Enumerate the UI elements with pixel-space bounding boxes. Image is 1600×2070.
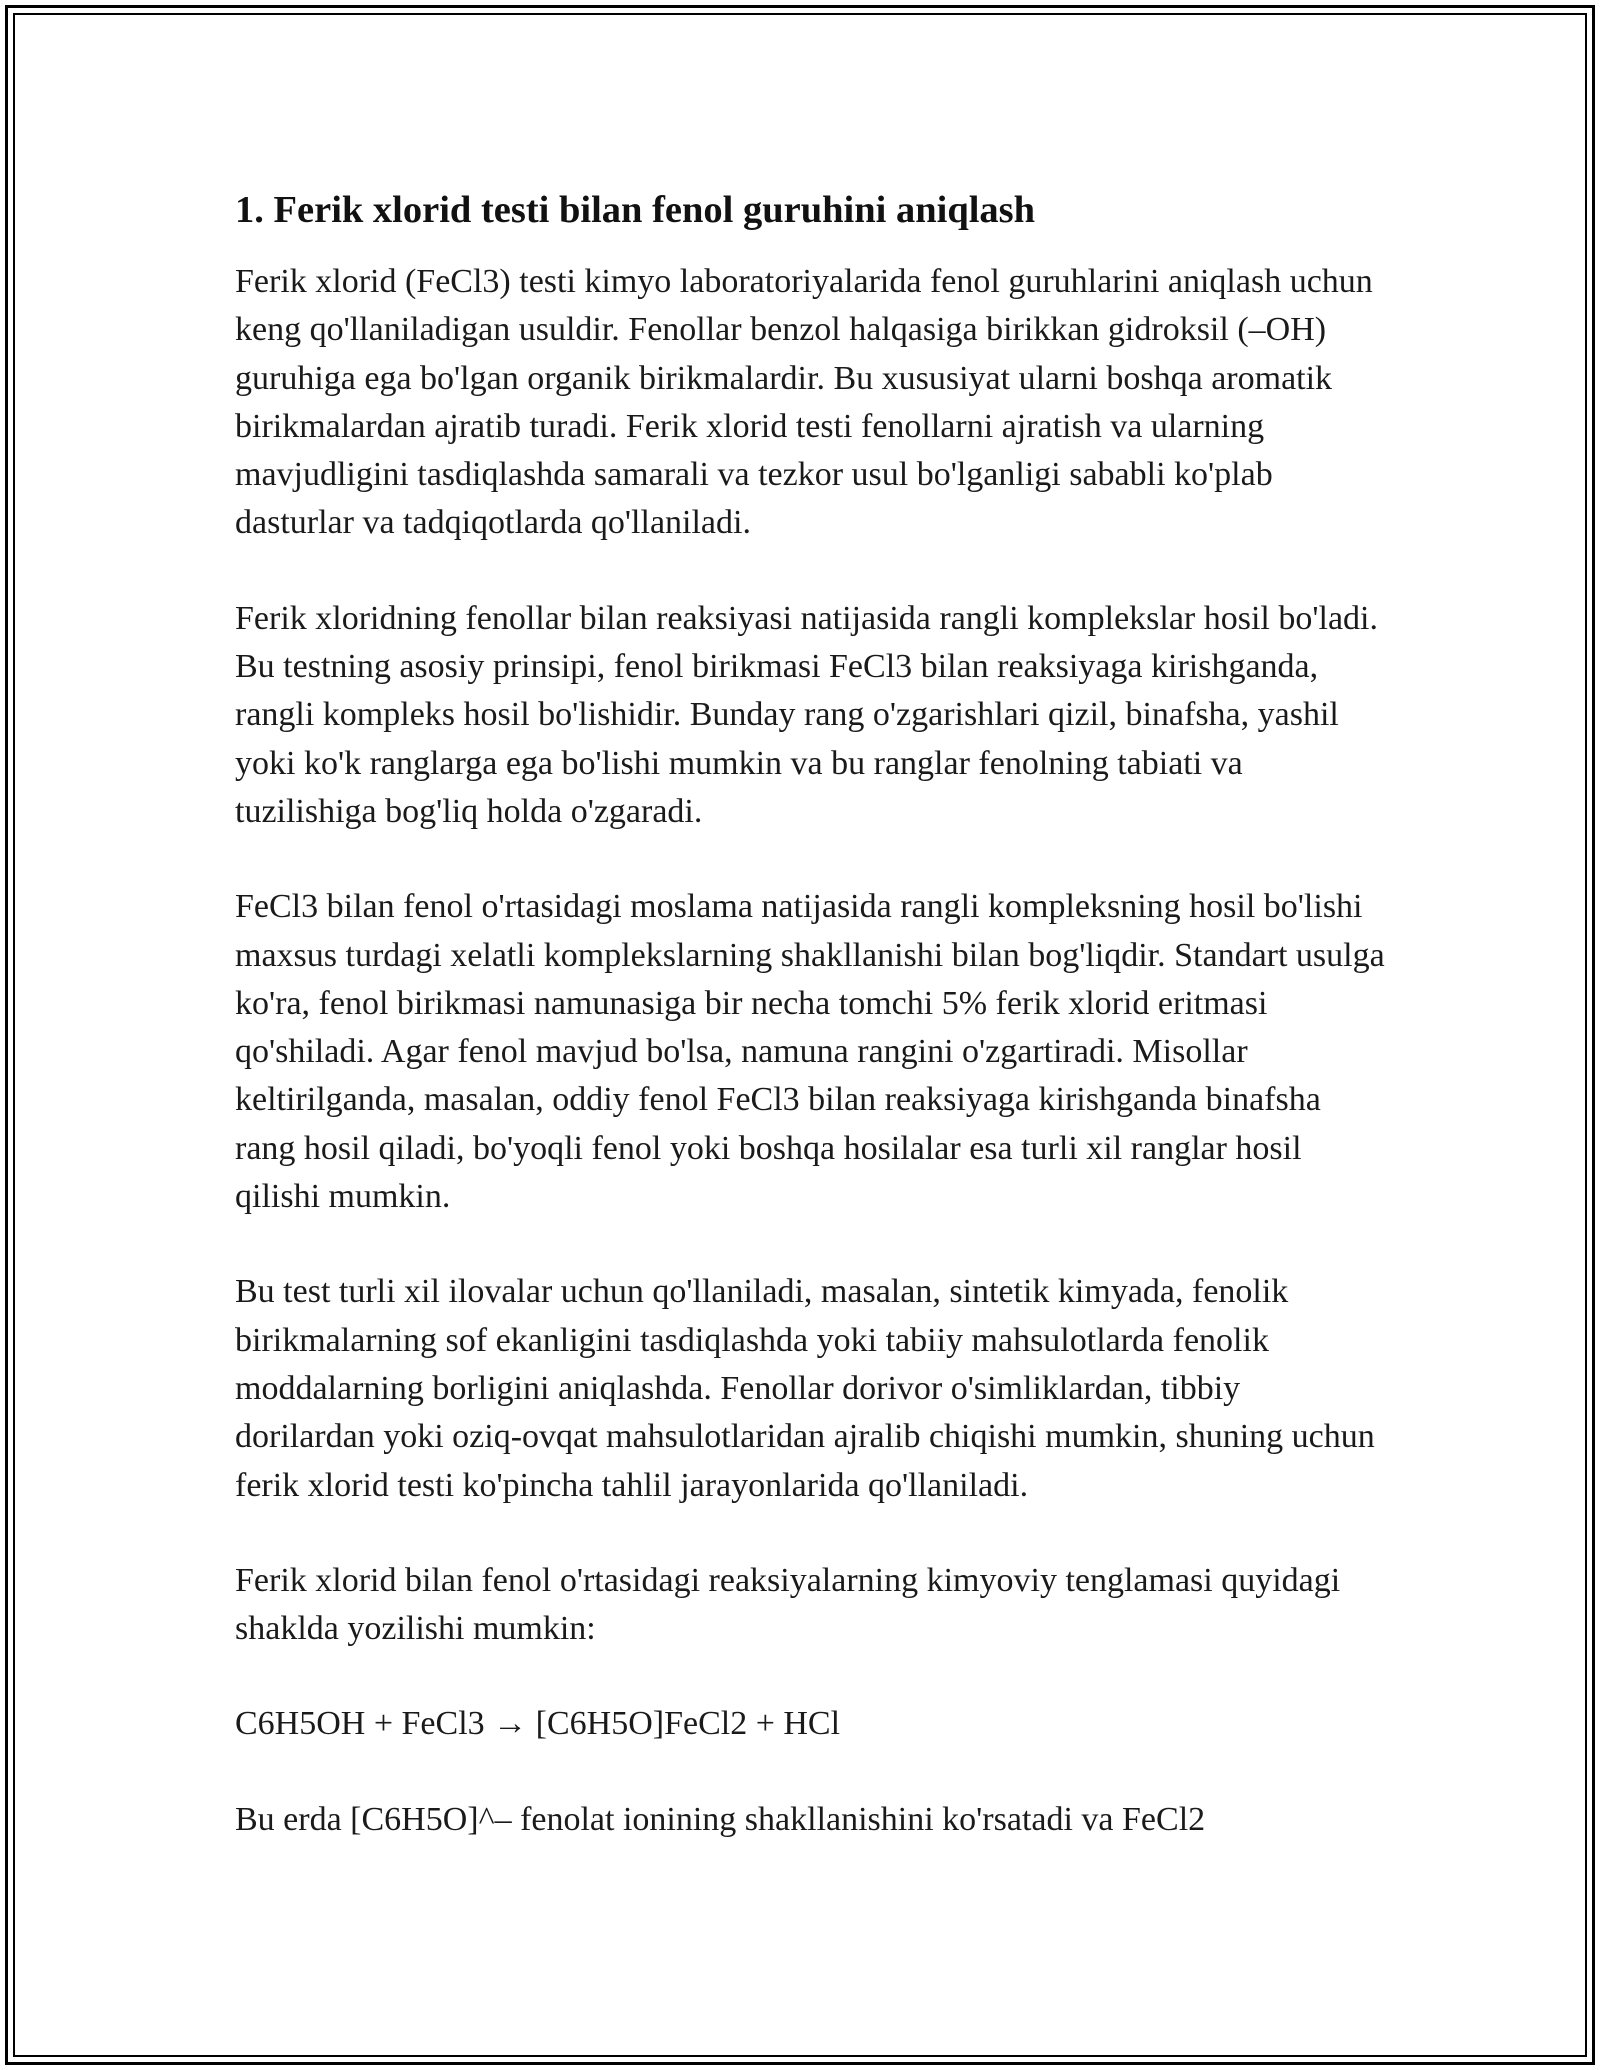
paragraph-equation-intro: Ferik xlorid bilan fenol o'rtasidagi reaksiyalarning kimyoviy tenglamasi quyidagi shaklda yozilishi mumkin: [235, 1561, 1341, 1648]
paragraph-procedure: FeCl3 bilan fenol o'rtasidagi moslama natijasida rangli kompleksning hosil bo'lishi maxsus turdagi xelatli komplekslarning shakllanishi bilan bog'liqdir. Standart usulga ko'ra, fenol birikmasi namunasiga bir necha tomchi 5% ferik xlorid eritmasi qo'shiladi. Agar fenol mavjud bo'lsa, namuna rangini o'zgartiradi. Misollar keltirilganda, masalan, oddiy fenol FeCl3 bilan reaksiyaga kirishganda binafsha rang hosil qiladi, bo'yoqli fenol yoki boshqa hosilalar esa turli xil ranglar hosil qilishi mumkin. [235, 888, 1385, 1216]
paragraph-final: Bu erda [C6H5O]^– fenolat ionining shakllanishini ko'rsatadi va FeCl2 [235, 1800, 1206, 1838]
paragraph-reaction: Ferik xloridning fenollar bilan reaksiyasi natijasida rangli komplekslar hosil bo'ladi. Bu testning asosiy prinsipi, fenol birikmasi FeCl3 bilan reaksiyaga kirishganda, rangli kompleks hosil bo'lishidir. Bunday rang o'zgarishlari qizil, binafsha, yashil yoki ko'k ranglarga ega bo'lishi mumkin va bu ranglar fenolning tabiati va tuzilishiga bog'liq holda o'zgaradi. [235, 599, 1378, 830]
document-body [235, 186, 1385, 1891]
paragraph-applications: Bu test turli xil ilovalar uchun qo'llaniladi, masalan, sintetik kimyada, fenolik birikmalarning sof ekanligini tasdiqlashda yoki tabiiy mahsulotlarda fenolik moddalarning borligini aniqlashda. Fenollar dorivor o'simliklardan, tibbiy dorilardan yoki oziq-ovqat mahsulotlaridan ajralib chiqishi mumkin, shuning uchun ferik xlorid testi ko'pincha tahlil jarayonlarida qo'llaniladi. [235, 1273, 1375, 1504]
paragraph-intro: Ferik xlorid (FeCl3) testi kimyo laboratoriyalarida fenol guruhlarini aniqlash uchun keng qo'llaniladigan usuldir. Fenollar benzol halqasiga birikkan gidroksil (–OH) guruhiga ega bo'lgan organik birikmalardir. Bu xususiyat ularni boshqa aromatik birikmalardan ajratib turadi. Ferik xlorid testi fenollarni ajratish va ularning mavjudligini tasdiqlashda samarali va tezkor usul bo'lganligi sababli ko'plab dasturlar va tadqiqotlarda qo'llaniladi. [235, 263, 1373, 542]
section-heading: 1. Ferik xlorid testi bilan fenol guruhini aniqlash [235, 189, 1036, 231]
chemical-equation: C6H5OH + FeCl3 → [C6H5O]FeCl2 + HCl [235, 1705, 841, 1743]
